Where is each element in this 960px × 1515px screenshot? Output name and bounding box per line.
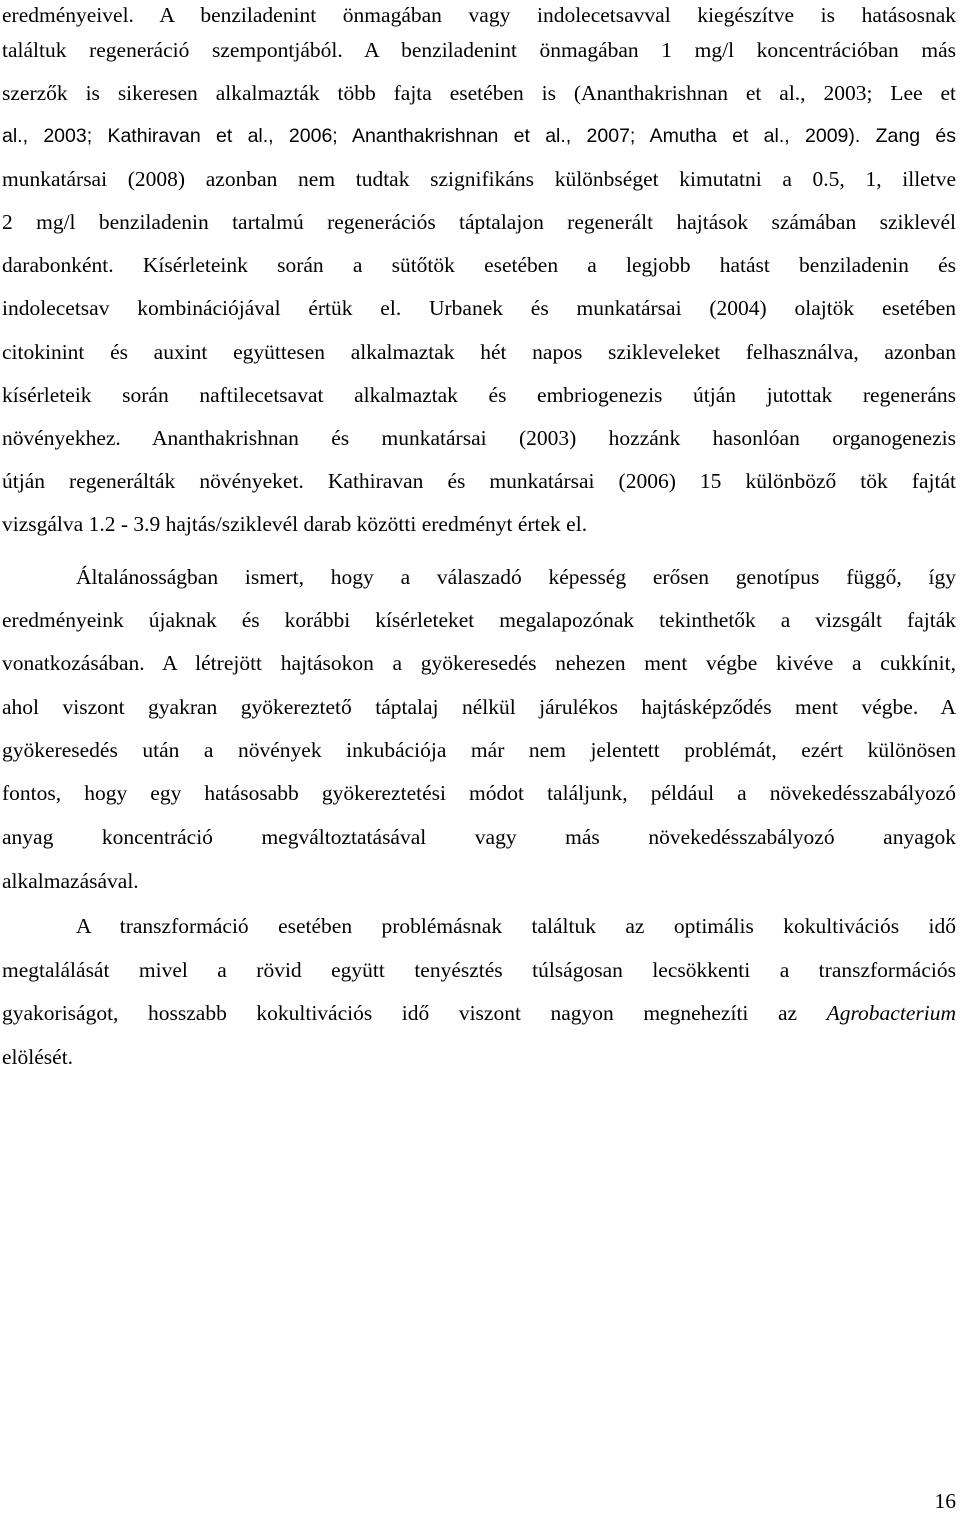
text-line: Általánosságban ismert, hogy a válaszadó képesség erősen genotípus függő, így <box>76 565 956 589</box>
text-line: fontos, hogy egy hatásosabb gyökereztetési módot találjunk, például a növekedésszabályozó <box>2 781 956 805</box>
text-line: citokinint és auxint együttesen alkalmaztak hét napos szikleveleket felhasználva, azonban <box>2 340 956 364</box>
text-line: A transzformáció esetében problémásnak találtuk az optimális kokultivációs idő <box>76 914 956 938</box>
text-line: vizsgálva 1.2 - 3.9 hajtás/sziklevél darab közötti eredményt értek el. <box>2 512 588 536</box>
text-line: eredményeivel. A benziladenint önmagában vagy indolecetsavval kiegészítve is hatásosnak <box>2 3 956 27</box>
text-line: növényekhez. Ananthakrishnan és munkatársai (2003) hozzánk hasonlóan organogenezis <box>2 426 956 450</box>
text-line: megtalálását mivel a rövid együtt tenyésztés túlságosan lecsökkenti a transzformációs <box>2 958 956 982</box>
text-line: útján regenerálták növényeket. Kathiravan és munkatársai (2006) 15 különböző tök fajtát <box>2 469 956 493</box>
text-line: gyökeresedés után a növények inkubációja már nem jelentett problémát, ezért különösen <box>2 738 956 762</box>
text-line: találtuk regeneráció szempontjából. A benziladenint önmagában 1 mg/l koncentrációban más <box>2 38 956 62</box>
text-line: munkatársai (2008) azonban nem tudtak szignifikáns különbséget kimutatni a 0.5, 1, illetve <box>2 167 956 191</box>
text-line: kísérleteik során naftilecetsavat alkalmaztak és embriogenezis útján jutottak regeneráns <box>2 383 956 407</box>
text-line: 2 mg/l benziladenin tartalmú regenerációs táptalajon regenerált hajtások számában sziklevél <box>2 210 956 234</box>
italic-species-name: Agrobacterium <box>826 1001 956 1025</box>
text-line: vonatkozásában. A létrejött hajtásokon a gyökeresedés nehezen ment végbe kivéve a cukkínit, <box>2 651 956 675</box>
text-line: eredményeink újaknak és korábbi kísérleteket megalapozónak tekinthetők a vizsgált fajták <box>2 608 956 632</box>
text-run: gyakoriságot, hosszabb kokultivációs idő viszont nagyon megnehezíti az <box>2 1001 827 1025</box>
text-line: anyag koncentráció megváltoztatásával vagy más növekedésszabályozó anyagok <box>2 825 956 849</box>
text-line <box>2 998 956 1028</box>
text-line: alkalmazásával. <box>2 869 139 893</box>
text-line: elölését. <box>2 1045 74 1069</box>
page-number: 16 <box>934 1489 956 1513</box>
text-line: szerzők is sikeresen alkalmazták több fajta esetében is (Ananthakrishnan et al., 2003; Lee et <box>2 81 956 105</box>
text-line: al., 2003; Kathiravan et al., 2006; Ananthakrishnan et al., 2007; Amutha et al., 2009). Zang és <box>2 125 956 147</box>
text-line: darabonként. Kísérleteink során a sütőtök esetében a legjobb hatást benziladenin és <box>2 253 956 277</box>
text-line: ahol viszont gyakran gyökereztető táptalaj nélkül járulékos hajtásképződés ment végbe. A <box>2 695 956 719</box>
text-line: indolecetsav kombinációjával értük el. Urbanek és munkatársai (2004) olajtök esetében <box>2 296 956 320</box>
